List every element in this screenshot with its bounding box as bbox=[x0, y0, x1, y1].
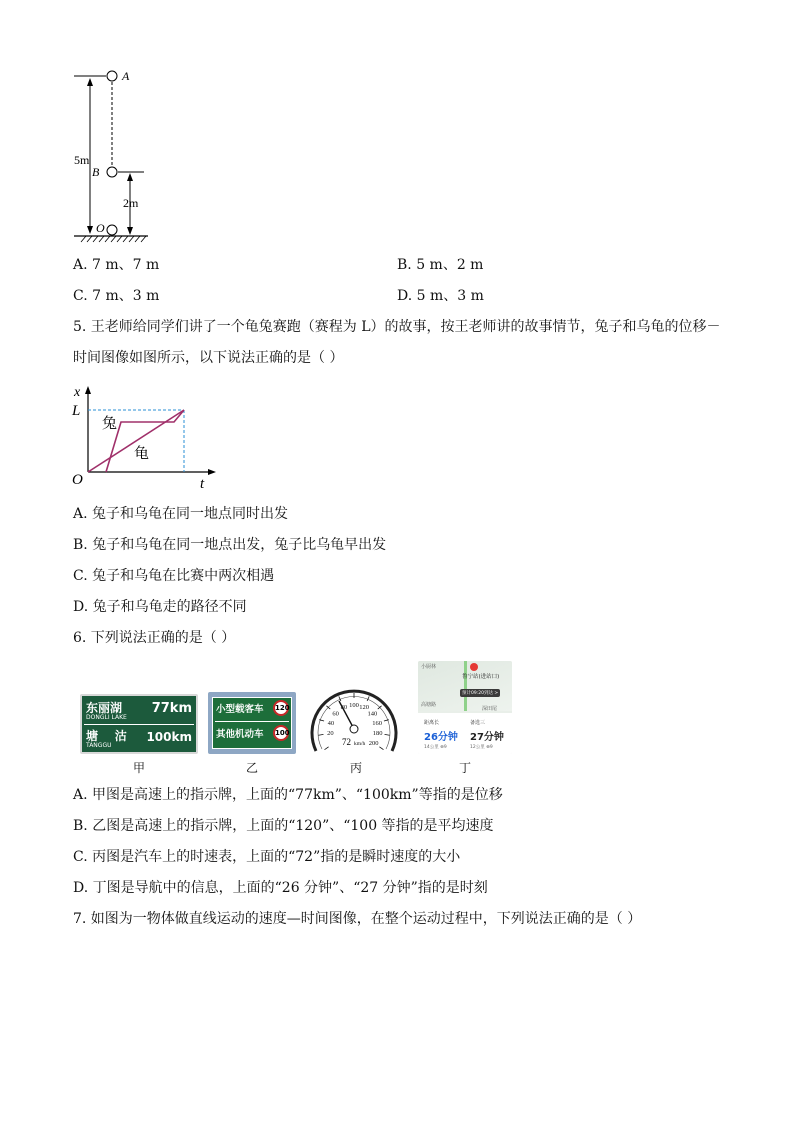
speedo-tick-label: 180 bbox=[372, 730, 383, 738]
yi-row1: 小型载客车 bbox=[216, 704, 264, 715]
q4-option-b: B. 5 m、2 m bbox=[397, 257, 484, 273]
jia-row2-km: 100km bbox=[146, 730, 192, 744]
caption-ding: 丁 bbox=[458, 761, 471, 775]
level-label-l: L bbox=[72, 403, 81, 419]
jia-row2-cn: 塘 沽 bbox=[86, 729, 127, 743]
q5-stem-line2: 时间图像如图所示，以下说法正确的是（ ） bbox=[73, 350, 344, 366]
ball-o bbox=[107, 225, 117, 235]
q4-option-d: D. 5 m、3 m bbox=[397, 288, 484, 304]
q5-xt-graph bbox=[66, 378, 222, 490]
q6-option-a: A. 甲图是高速上的指示牌，上面的“77km”、“100km”等指的是位移 bbox=[73, 787, 503, 803]
jia-row2-en: TANGGU bbox=[86, 742, 112, 749]
caption-bing: 丙 bbox=[349, 761, 362, 775]
yi-row2: 其他机动车 bbox=[216, 729, 264, 740]
speedo-tick bbox=[319, 734, 324, 735]
q4-figure bbox=[60, 60, 170, 245]
speedo-tick-label: 140 bbox=[367, 710, 378, 718]
jia-row1-cn: 东丽湖 bbox=[86, 701, 123, 715]
yi-row2-limit: 100 bbox=[273, 725, 289, 741]
speedo-tick bbox=[385, 734, 390, 735]
ding-col2-sub: 12公里 ⊕9 bbox=[470, 745, 493, 750]
label-2m: 2m bbox=[123, 196, 139, 210]
q6-stem: 6. 下列说法正确的是（ ） bbox=[73, 630, 236, 646]
label-o: O bbox=[96, 221, 105, 235]
rabbit-label: 兔 bbox=[102, 416, 118, 432]
q5-stem-line1: 5. 王老师给同学们讲了一个龟兔赛跑（赛程为 L）的故事，按王老师讲的故事情节，兔子和乌龟的位移－ bbox=[73, 319, 721, 335]
label-b: B bbox=[92, 165, 100, 179]
caption-jia: 甲 bbox=[132, 761, 145, 775]
rabbit-line bbox=[106, 410, 184, 472]
pic-jia-highway-sign bbox=[80, 694, 198, 754]
speedo-tick-label: 200 bbox=[368, 739, 379, 747]
ding-col1-label: 距离长 bbox=[424, 720, 440, 726]
q5-option-b: B. 兔子和乌龟在同一地点出发，兔子比乌龟早出发 bbox=[73, 537, 387, 553]
q4-option-a: A. 7 m、7 m bbox=[73, 257, 160, 273]
axis-label-t: t bbox=[200, 476, 205, 490]
speedo-tick-label: 120 bbox=[359, 704, 370, 712]
ball-b bbox=[107, 167, 117, 177]
q5-option-a: A. 兔子和乌龟在同一地点同时出发 bbox=[73, 506, 289, 522]
ding-col2-label: 备选三 bbox=[470, 720, 486, 726]
pic-ding-navigation bbox=[418, 661, 512, 754]
q5-option-d: D. 兔子和乌龟走的路径不同 bbox=[73, 599, 247, 615]
speedo-tick-label: 100 bbox=[349, 702, 359, 709]
speedo-tick-label: 160 bbox=[372, 719, 383, 727]
speedo-unit: km/h bbox=[354, 741, 366, 747]
q6-option-c: C. 丙图是汽车上的时速表，上面的“72”指的是瞬时速度的大小 bbox=[73, 849, 461, 865]
speedo-tick-label: 20 bbox=[327, 730, 334, 738]
axis-label-x: x bbox=[74, 385, 81, 400]
speedo-reading: 72 bbox=[342, 737, 351, 747]
q5-option-c: C. 兔子和乌龟在比赛中两次相遇 bbox=[73, 568, 275, 584]
jia-row1-en: DONGLI LAKE bbox=[86, 714, 127, 721]
origin-label: O bbox=[72, 472, 83, 488]
ding-place1: 高塘路 bbox=[421, 702, 437, 708]
ding-col1-sub: 14公里 ⊕9 bbox=[424, 745, 447, 750]
label-5m: 5m bbox=[74, 153, 90, 167]
speedo-tick-label: 60 bbox=[332, 710, 339, 718]
label-a: A bbox=[122, 69, 130, 83]
ding-place2: 深田尾 bbox=[482, 706, 498, 712]
speedo-tick-label: 80 bbox=[340, 704, 348, 712]
ding-col1-time: 26分钟 bbox=[424, 732, 458, 743]
yi-row1-limit: 120 bbox=[273, 700, 289, 716]
pic-bing-speedometer bbox=[308, 683, 400, 757]
ball-a bbox=[107, 71, 117, 81]
ding-col2-time: 27分钟 bbox=[470, 732, 504, 743]
q6-option-b: B. 乙图是高速上的指示牌，上面的“120”、“100 等指的是平均速度 bbox=[73, 818, 494, 834]
speedo-tick bbox=[367, 696, 369, 701]
q4-option-c: C. 7 m、3 m bbox=[73, 288, 160, 304]
ding-eta: 预计09:20到达 > bbox=[462, 691, 499, 696]
q6-option-d: D. 丁图是导航中的信息，上面的“26 分钟”、“27 分钟”指的是时刻 bbox=[73, 880, 488, 896]
turtle-label: 龟 bbox=[134, 446, 150, 462]
ding-station: 鲁宁站(进站口) bbox=[462, 674, 500, 680]
ding-top-left: 小厨林 bbox=[421, 664, 437, 670]
caption-yi: 乙 bbox=[245, 761, 258, 775]
speedo-tick bbox=[339, 696, 341, 701]
pic-yi-speed-limit-sign bbox=[208, 692, 296, 754]
speedo-tick-label: 40 bbox=[327, 719, 335, 727]
q7-stem: 7. 如图为一物体做直线运动的速度—时间图像，在整个运动过程中，下列说法正确的是（ ） bbox=[73, 911, 642, 927]
speedo-tick bbox=[379, 747, 383, 750]
speedo-tick bbox=[325, 747, 329, 750]
jia-row1-km: 77km bbox=[151, 701, 192, 716]
